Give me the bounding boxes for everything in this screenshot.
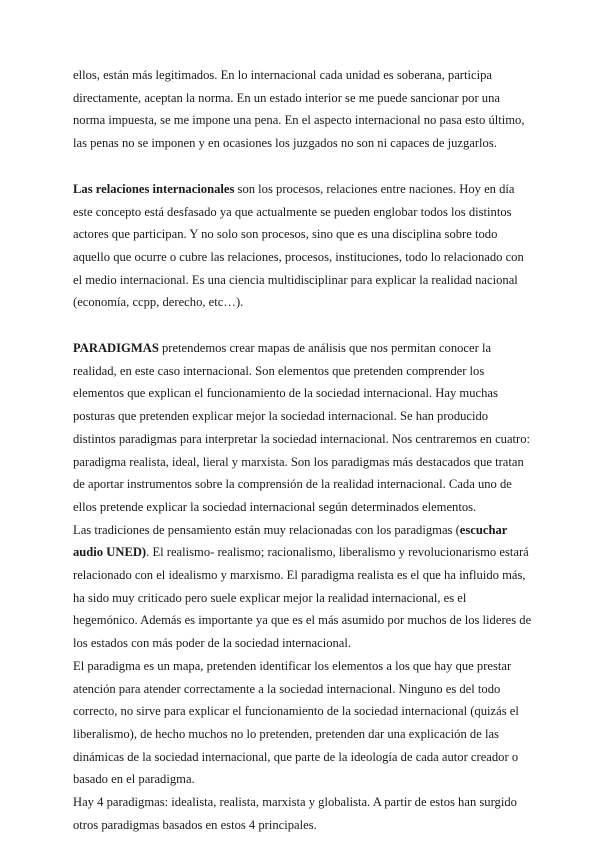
paragraph-paradigm-map: El paradigma es un mapa, pretenden identificar los elementos a los que hay que prestar atención para atender correctamente a la sociedad internacional. Ninguno es del todo correcto, no sirve para explicar el funcionamiento de la sociedad internacional (quizás el liberalismo), de hecho muchos no lo pretenden, pretenden dar una explicación de las dinámicas de la sociedad internacional, que parte de la ideología de cada autor creador o basado en el paradigma.	[73, 658, 519, 787]
document-page	[73, 64, 533, 837]
international-relations-text: son los procesos, relaciones entre naciones. Hoy en día este concepto está desfasado ya que actualmente se pueden englobar todos los distintos actores que participan. Y no solo son procesos, sino que es una disciplina sobre todo aquello que ocurre o cubre las relaciones, procesos, instituciones, todo lo relacionado con el medio internacional. Es una ciencia multidisciplinar para explicar la realidad nacional (economía, ccpp, derecho, etc…).	[73, 181, 524, 310]
paragraph-gap	[73, 314, 533, 337]
paragraph-traditions	[73, 519, 533, 655]
paragraph-legitimacy: ellos, están más legitimados. En lo internacional cada unidad es soberana, participa directamente, aceptan la norma. En un estado interior se me puede sancionar por una norma impuesta, se me impone una pena. En el aspecto internacional no pasa esto último, las penas no se imponen y en ocasiones los juzgados no son ni capaces de juzgarlos.	[73, 68, 525, 151]
paragraph-gap	[73, 155, 533, 178]
paradigms-text: pretendemos crear mapas de análisis que nos permitan conocer la realidad, en este caso internacional. Son elementos que pretenden comprender los elementos que explican el funcionamiento de la sociedad internacional. Hay muchas posturas que pretenden explicar mejor la sociedad internacional. Se han producido distintos paradigmas para interpretar la sociedad internacional. Nos centraremos en cuatro: paradigma realista, ideal, lieral y marxista. Son los paradigmas más destacados que tratan de aportar instrumentos sobre la comprensión de la realidad internacional. Cada uno de ellos pretende explicar la sociedad internacional según determinados elementos.	[73, 341, 531, 514]
traditions-text-start: Las tradiciones de pensamiento están muy relacionadas con los paradigmas (	[73, 522, 460, 537]
paragraph-four-paradigms: Hay 4 paradigmas: idealista, realista, marxista y globalista. A partir de estos han surgido otros paradigmas basados en estos 4 principales.	[73, 795, 517, 832]
paragraph-paradigms	[73, 337, 533, 519]
paragraph-international-relations	[73, 178, 533, 314]
audio-note: escuchar audio UNED)	[73, 522, 508, 560]
term-paradigms: PARADIGMAS	[73, 341, 159, 356]
traditions-text-rest: . El realismo- realismo; racionalismo, liberalismo y revolucionarismo estará relacionado con el idealismo y marxismo. El paradigma realista es el que ha influido más, ha sido muy criticado pero suele explicar mejor la realidad internacional, es el hegemónico. Además es importante ya que es el más asumido por muchos de los lideres de los estados con más poder de la sociedad internacional.	[73, 545, 532, 651]
term-international-relations: Las relaciones internacionales	[73, 181, 235, 196]
